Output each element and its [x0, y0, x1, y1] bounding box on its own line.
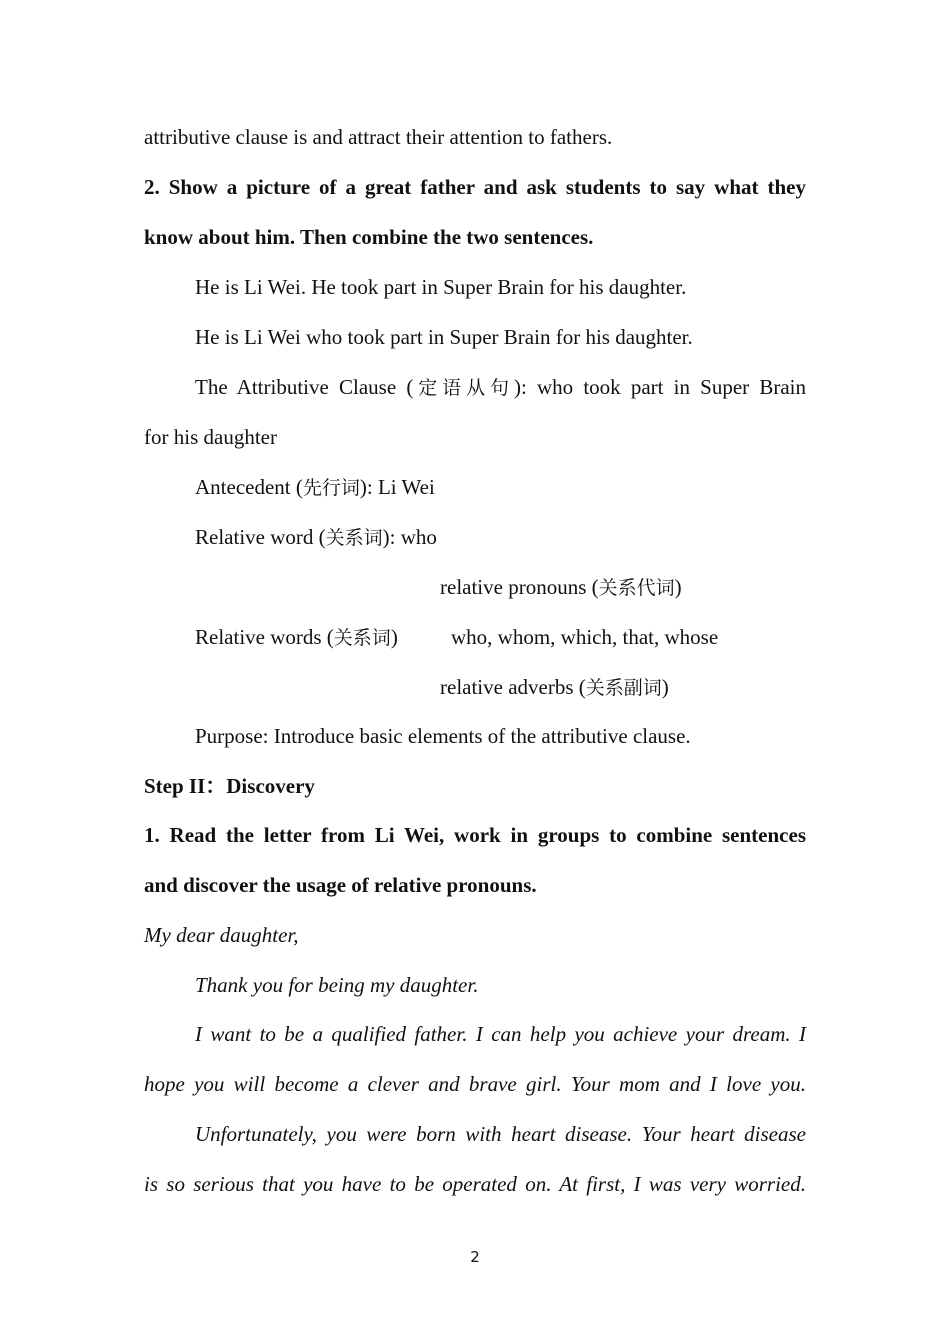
term-label: Relative word (	[195, 525, 326, 549]
task-heading-line: 1. Read the letter from Li Wei, work in groups to combine sentences	[144, 823, 806, 847]
antecedent-line	[195, 474, 806, 501]
term-label: Antecedent (	[195, 475, 303, 499]
step-heading: Step II：Discovery	[144, 774, 315, 798]
combined-sentence: He is Li Wei who took part in Super Brain for his daughter.	[195, 325, 693, 349]
relative-words-line	[195, 624, 435, 651]
letter-line: Unfortunately, you were born with heart disease. Your heart disease	[195, 1122, 806, 1146]
chinese-term: 关系副词	[585, 677, 662, 699]
term-definition: )	[674, 575, 682, 599]
chinese-term: 关系代词	[598, 577, 675, 599]
letter-line: Thank you for being my daughter.	[195, 973, 479, 997]
term-definition: )	[390, 625, 398, 649]
chinese-term: 定语从句	[413, 377, 514, 399]
chinese-term: 关系词	[325, 527, 383, 549]
attributive-clause-line	[195, 374, 806, 401]
term-definition: )	[661, 675, 669, 699]
task-heading-line: and discover the usage of relative pronouns.	[144, 873, 537, 897]
paragraph-line: for his daughter	[144, 425, 277, 449]
paragraph-line: attributive clause is and attract their attention to fathers.	[144, 125, 613, 149]
chinese-term: 先行词	[302, 477, 360, 499]
term-label: relative adverbs (	[440, 675, 586, 699]
relative-pronouns-line	[440, 574, 806, 601]
term-label: The Attributive Clause (	[195, 375, 414, 399]
task-heading-line: 2. Show a picture of a great father and ask students to say what they	[144, 175, 806, 199]
term-label: relative pronouns (	[440, 575, 599, 599]
term-definition: ): Li Wei	[359, 475, 435, 499]
relative-words-list: who, whom, which, that, whose	[451, 625, 719, 649]
relative-word-line	[195, 524, 806, 551]
letter-salutation: My dear daughter,	[144, 923, 299, 947]
letter-line: hope you will become a clever and brave girl. Your mom and I love you.	[144, 1072, 806, 1096]
letter-line: is so serious that you have to be operated on. At first, I was very worried.	[144, 1172, 806, 1196]
example-sentence: He is Li Wei. He took part in Super Brain for his daughter.	[195, 275, 687, 299]
purpose-line: Purpose: Introduce basic elements of the attributive clause.	[195, 724, 691, 748]
term-label: Relative words (	[195, 625, 334, 649]
chinese-term: 关系词	[333, 627, 391, 649]
page-number: 2	[470, 1248, 480, 1266]
relative-adverbs-line	[440, 674, 806, 701]
term-definition: ): who took part in Super Brain	[513, 375, 806, 399]
task-heading-line: know about him. Then combine the two sentences.	[144, 225, 594, 249]
term-definition: ): who	[382, 525, 437, 549]
letter-line: I want to be a qualified father. I can help you achieve your dream. I	[195, 1022, 806, 1046]
